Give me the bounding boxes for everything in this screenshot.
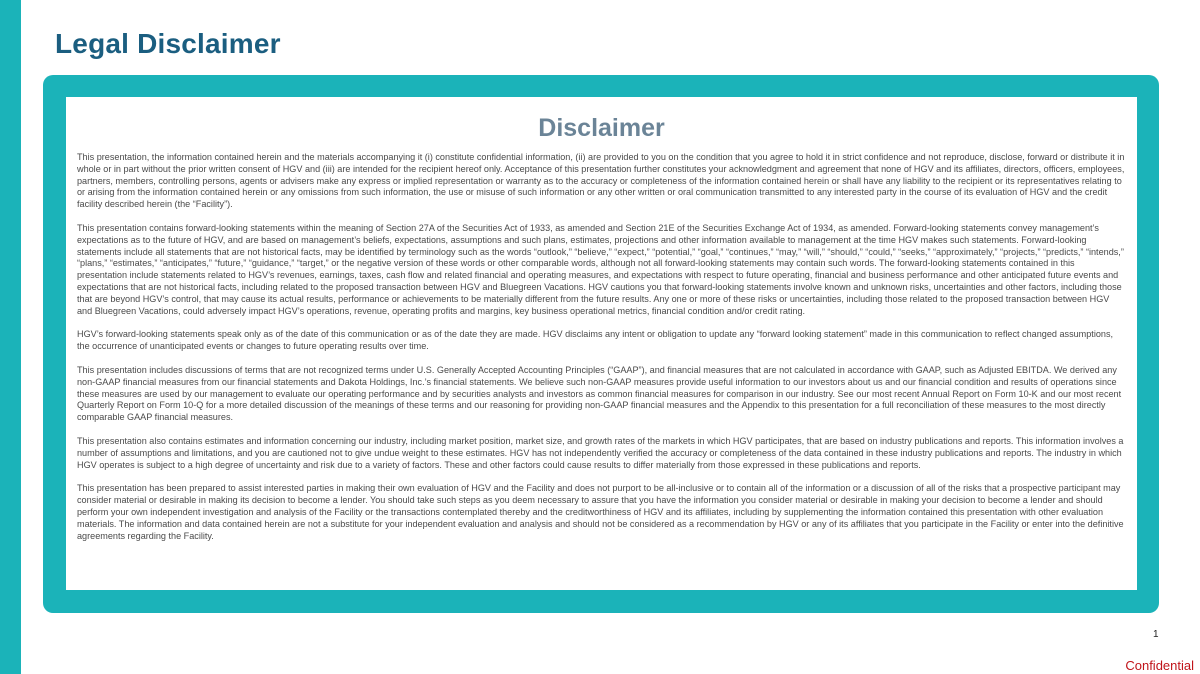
disclaimer-frame bbox=[43, 75, 1159, 613]
disclaimer-paragraph-forward-looking: This presentation contains forward-looking statements within the meaning of Section 27A of the Securities Act of 1933, as amended and Section 21E of the Securities Exchange Act of 1934, as amended. Forward-looking statements convey management’s expectations as to the future of HGV, and are based on management’s beliefs, expectations, assumptions and such plans, estimates, projections and other information available to management at the time HGV makes such statements. Forward-looking statements include all statements that are not historical facts, may be identified by terminology such as the words “outlook,” “believe,” “expect,” “potential,” “goal,” “continues,” “may,” “will,” “should,” “could,” “seeks,” “approximately,” “projects,” “predicts,” “intends,” “plans,” “estimates,” “anticipates,” “future,” “guidance,” “target,” or the negative version of these words or other comparable words, although not all forward-looking statements may contain such words. The forward-looking statements contained in this presentation include statements related to HGV’s revenues, earnings, taxes, cash flow and related financial and operating measures, and expectations with respect to future operating, financial and business performance and other anticipated future events and expectations that are not historical facts, including related to the proposed transaction between HGV and Bluegreen Vacations. HGV cautions you that forward-looking statements involve known and unknown risks, uncertainties and other factors, including those that are beyond HGV’s control, that may cause its actual results, performance or achievements to be materially different from the future results. Any one or more of these risks or uncertainties, including those related to the proposed transaction between HGV and Bluegreen Vacations, could adversely impact HGV’s operations, revenue, operating profits and margins, key business operational metrics, financial condition and/or credit rating. bbox=[77, 222, 1124, 316]
disclaimer-paragraph-non-gaap: This presentation includes discussions of terms that are not recognized terms under U.S. Generally Accepted Accounting Principles (“GAAP”), and financial measures that are not calculated in accordance with GAAP, such as Adjusted EBITDA. We derived any non-GAAP financial measures from our financial statements and Dakota Holdings, Inc.’s financial statements. We believe such non-GAAP measures provide useful information to our investors about us and our financial condition and results of operations since these measures are used by our management to evaluate our operating performance and by securities analysts and investors as common financial measures for comparison in our industry. See our most recent Annual Report on Form 10-K and our most recent Quarterly Report on Form 10-Q for a more detailed discussion of the meanings of these terms and our reasoning for providing non-GAAP financial measures and the Appendix to this presentation for a full reconciliation of these measures to the most directly comparable GAAP financial measures. bbox=[77, 364, 1122, 423]
confidential-label: Confidential bbox=[1125, 658, 1194, 673]
disclaimer-heading: Disclaimer bbox=[538, 114, 665, 142]
left-accent-bar bbox=[0, 0, 21, 674]
disclaimer-paragraph-industry-data: This presentation also contains estimates and information concerning our industry, including market position, market size, and growth rates of the markets in which HGV participates, that are based on industry publications and reports. This information involves a number of assumptions and limitations, and you are cautioned not to give undue weight to these estimates. HGV has not independently verified the accuracy or completeness of the data contained in these industry publications and reports. The industry in which HGV operates is subject to a high degree of uncertainty and risk due to a variety of factors. These and other factors could cause results to differ materially from those expressed in these publications and reports. bbox=[77, 435, 1124, 470]
disclaimer-paragraph-date-of-statements: HGV’s forward-looking statements speak only as of the date of this communication or as of the date they are made. HGV disclaims any intent or obligation to update any “forward looking statement” made in this communication to reflect changed assumptions, the occurrence of unanticipated events or changes to future operating results over time. bbox=[77, 329, 1114, 352]
disclaimer-paragraph-confidentiality: This presentation, the information contained herein and the materials accompanying it (i) constitute confidential information, (ii) are provided to you on the condition that you agree to hold it in strict confidence and not reproduce, disclose, forward or distribute it in whole or in part without the prior written consent of HGV and (iii) are intended for the recipient hereof only. Acceptance of this presentation further constitutes your acknowledgment and agreement that none of HGV and its affiliates, directors, officers, employees, partners, members, controlling persons, agents or advisers make any express or implied representation or warranty as to the accuracy or completeness of the information contained herein or shall have any liability to the recipient or its representatives relating to or arising from the information contained herein or any omissions from such information, the use or misuse of such information or any other written or oral communication transmitted to any interested party in the course of its evaluation of HGV and the credit facility described herein (the “Facility”). bbox=[77, 152, 1125, 210]
page-title: Legal Disclaimer bbox=[55, 28, 281, 59]
disclaimer-content-box bbox=[66, 97, 1137, 590]
disclaimer-paragraph-evaluation: This presentation has been prepared to assist interested parties in making their own evaluation of HGV and the Facility and does not purport to be all-inclusive or to contain all of the information or a discussion of all of the risks that a prospective participant may consider material or desirable in making its decision to become a lender. You should take such steps as you deem necessary to assure that you have the information you consider material or desirable in making your decision to become a lender and should perform your own independent investigation and analysis of the Facility or the transactions contemplated thereby and the creditworthiness of HGV and its affiliates, including by supplementing the information contained this presentation with other evaluation materials. The information and data contained herein are not a substitute for your independent evaluation and analysis and should not be considered as a recommendation by HGV or any of its affiliates that you participate in the Facility or enter into the definitive agreements regarding the Facility. bbox=[77, 483, 1124, 541]
page-number: 1 bbox=[1153, 629, 1159, 640]
